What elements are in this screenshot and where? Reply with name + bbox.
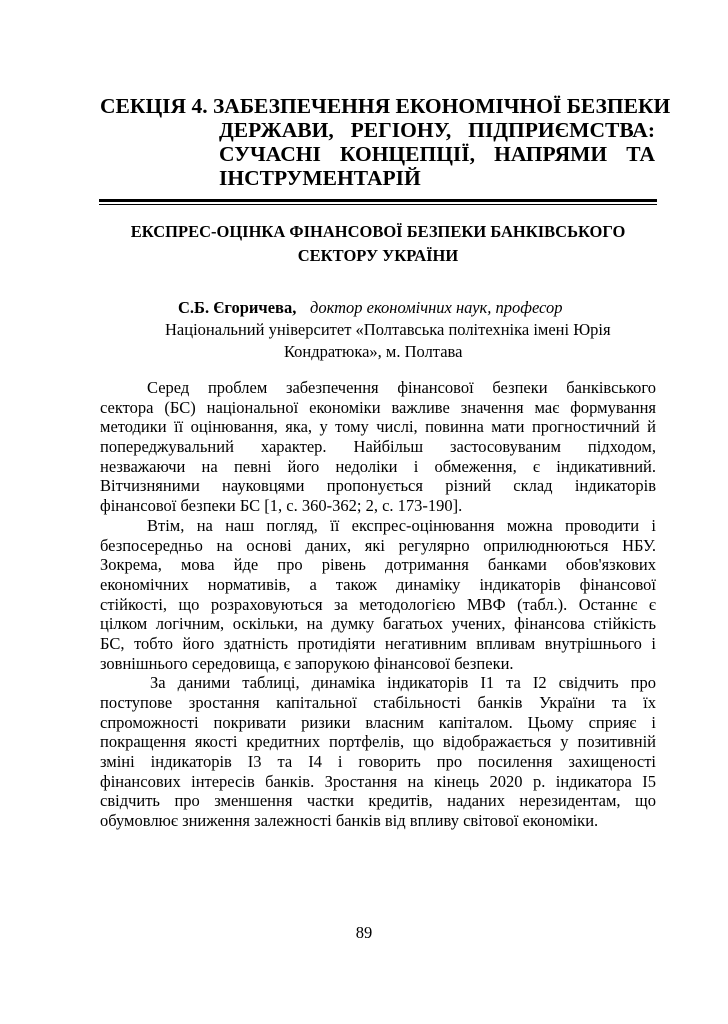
text-line: Втім, на наш погляд, її експрес-оцінювання можна проводити і (147, 515, 656, 535)
text-line: сектора (БС) національної економіки важливе значення має формування (100, 397, 656, 417)
article-title-line: СЕКТОРУ УКРАЇНИ (297, 246, 459, 265)
text-line: безпосередньо на основі даних, які регулярно оприлюднюються НБУ. (100, 535, 656, 555)
text-line: За даними таблиці, динаміка індикаторів І1 та І2 свідчить про (150, 673, 656, 693)
text-line: зовнішнього середовища, є запорукою фінансової безпеки. (100, 653, 514, 673)
section-heading-line: СЕКЦІЯ 4. ЗАБЕЗПЕЧЕННЯ ЕКОНОМІЧНОЇ БЕЗПЕКИ (100, 94, 671, 118)
text-line: Вітчизняними науковцями пропонується різний склад індикаторів (100, 476, 656, 496)
page-number: 89 (355, 923, 373, 942)
text-line: поступове зростання капітальної стабільності банків України та їх (100, 693, 656, 712)
text-line: зміні індикаторів І3 та І4 і говорить про посилення захищеності (100, 752, 656, 772)
section-heading-line: ДЕРЖАВИ, РЕГІОНУ, ПІДПРИЄМСТВА: (219, 118, 655, 142)
text-line: незважаючи на певні його недоліки і обмеження, є індикативний. (100, 456, 656, 476)
section-heading-line: ІНСТРУМЕНТАРІЙ (219, 166, 421, 190)
text-line: попереджувальний характер. Найбільш застосовуваним підходом, (100, 437, 656, 457)
text-line: Зокрема, мова йде про рівень дотримання банками обов'язкових (100, 555, 656, 575)
article-body (100, 378, 656, 831)
article-title (100, 220, 656, 268)
paragraph (100, 516, 656, 674)
text-line: методики її оцінювання, яка, у тому числі, повинна мати прогностичний й (100, 417, 656, 437)
section-heading-line: СУЧАСНІ КОНЦЕПЦІЇ, НАПРЯМИ ТА (219, 142, 655, 166)
text-line: Серед проблем забезпечення фінансової безпеки банківського (147, 378, 656, 397)
text-line: економічних нормативів, а також динаміку індикаторів фінансової (100, 574, 656, 594)
section-heading (100, 94, 671, 190)
paragraph (100, 673, 656, 831)
text-line: цілком логічним, оскільки, на думку багатьох учених, фінансова стійкість (100, 614, 656, 634)
article-title-line: ЕКСПРЕС-ОЦІНКА ФІНАНСОВОЇ БЕЗПЕКИ БАНКІВСЬКОГО (130, 222, 626, 241)
text-line: покращення якості кредитних портфелів, що відображається у позитивній (100, 732, 656, 752)
heading-divider-thin (99, 204, 657, 205)
text-line: обумовлює зниження залежності банків від впливу світової економіки. (100, 811, 599, 831)
text-line: фінансової безпеки БС [1, с. 360-362; 2, с. 173-190]. (100, 496, 463, 516)
paragraph (100, 378, 656, 516)
text-line: спроможності покривати ризики власним капіталом. Цьому сприяє і (100, 712, 656, 732)
text-line: стійкості, що розраховуються за методологією МВФ (табл.). Останнє є (100, 594, 656, 614)
text-line: фінансових інтересів банків. Зростання на кінець 2020 р. індикатора І5 (100, 771, 656, 791)
author-degree: доктор економічних наук, професор (310, 298, 563, 317)
author-name: С.Б. Єгоричева, (178, 298, 297, 317)
text-line: свідчить про зменшення частки кредитів, наданих нерезидентам, що (100, 791, 656, 811)
text-line: БС, тобто його здатність протидіяти негативним впливам внутрішнього і (100, 633, 656, 653)
affiliation-line: Національний університет «Полтавська політехніка імені Юрія (165, 320, 611, 339)
affiliation-line: Кондратюка», м. Полтава (284, 342, 463, 361)
heading-divider-thick (99, 199, 657, 202)
